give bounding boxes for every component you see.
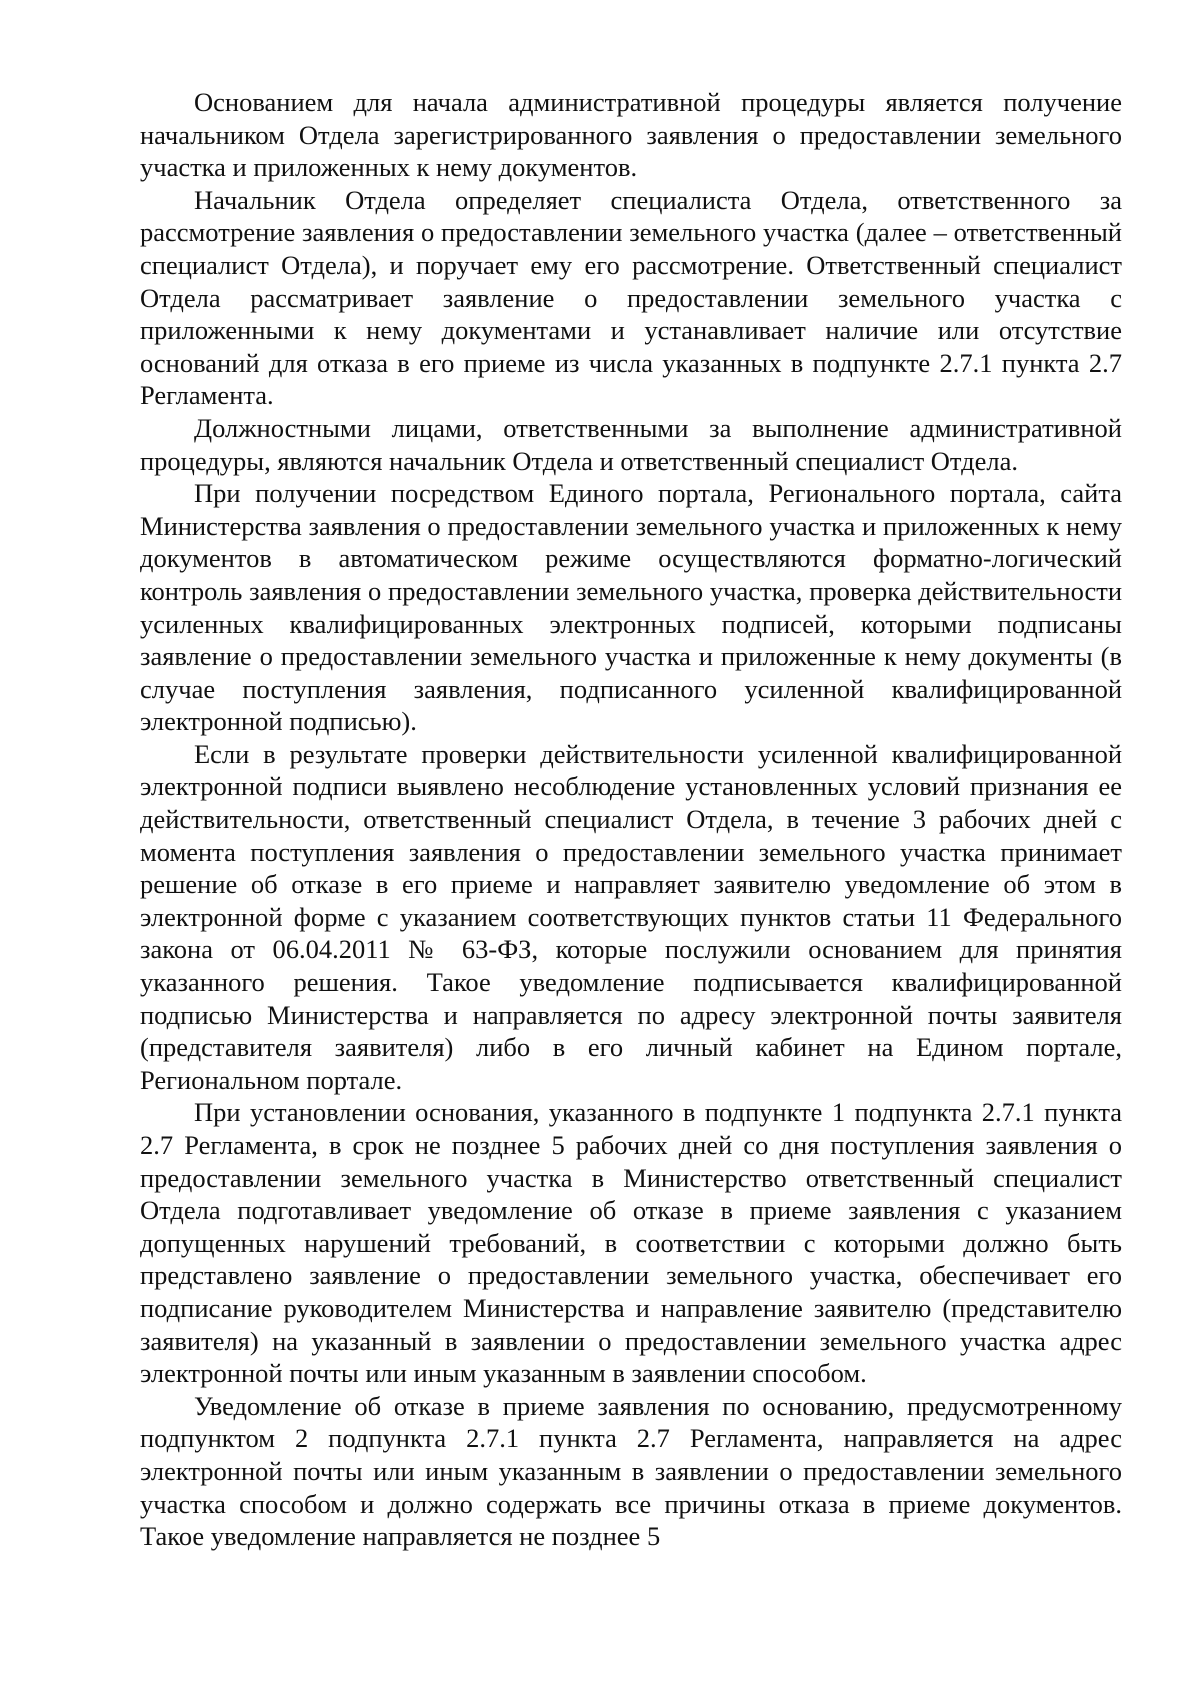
paragraph-automatic-control: При получении посредством Единого портала, Регионального портала, сайта Министерства заявления о предоставлении земельного участка и приложенных к нему документов в автоматическом режиме осуществляются форматно-логический контроль заявления о предоставлении земельного участка, проверка действительности усиленных квалифицированных электронных подписей, которыми подписаны заявление о предоставлении земельного участка и приложенные к нему документы (в случае поступления заявления, подписанного усиленной квалифицированной электронной подписью). xyxy=(140,478,1122,737)
paragraph-responsible-officials: Должностными лицами, ответственными за выполнение административной процедуры, являются начальник Отдела и ответственный специалист Отдела. xyxy=(140,412,1122,476)
paragraph-basis-for-procedure: Основанием для начала административной процедуры является получение начальником Отдела зарегистрированного заявления о предоставлении земельного участка и приложенных к нему документов. xyxy=(140,87,1122,183)
paragraph-refusal-ground-1: При установлении основания, указанного в подпункте 1 подпункта 2.7.1 пункта 2.7 Регламента, в срок не позднее 5 рабочих дней со дня поступления заявления о предоставлении земельного участка в Министерство ответственный специалист Отдела подготавливает уведомление об отказе в приеме заявления с указанием допущенных нарушений требований, в соответствии с которыми должно быть представлено заявление о предоставлении земельного участка, обеспечивает его подписание руководителем Министерства и направление заявителю (представителю заявителя) на указанный в заявлении о предоставлении земельного участка адрес электронной почты или иным указанным в заявлении способом. xyxy=(140,1097,1122,1389)
document-page xyxy=(140,86,1122,1553)
paragraph-responsible-specialist: Начальник Отдела определяет специалиста Отдела, ответственного за рассмотрение заявления о предоставлении земельного участка (далее – ответственный специалист Отдела), и поручает ему его рассмотрение. Ответственный специалист Отдела рассматривает заявление о предоставлении земельного участка с приложенными к нему документами и устанавливает наличие или отсутствие оснований для отказа в его приеме из числа указанных в подпункте 2.7.1 пункта 2.7 Регламента. xyxy=(140,184,1122,411)
paragraph-signature-check-failure: Если в результате проверки действительности усиленной квалифицированной электронной подписи выявлено несоблюдение установленных условий признания ее действительности, ответственный специалист Отдела, в течение 3 рабочих дней с момента поступления заявления о предоставлении земельного участка принимает решение об отказе в его приеме и направляет заявителю уведомление об этом в электронной форме с указанием соответствующих пунктов статьи 11 Федерального закона от 06.04.2011 № 63-ФЗ, которые послужили основанием для принятия указанного решения. Такое уведомление подписывается квалифицированной подписью Министерства и направляется по адресу электронной почты заявителя (представителя заявителя) либо в его личный кабинет на Едином портале, Региональном портале. xyxy=(140,738,1122,1095)
paragraph-refusal-ground-2: Уведомление об отказе в приеме заявления по основанию, предусмотренному подпунктом 2 подпункта 2.7.1 пункта 2.7 Регламента, направляется на адрес электронной почты или иным указанным в заявлении о предоставлении земельного участка способом и должно содержать все причины отказа в приеме документов. Такое уведомление направляется не позднее 5 xyxy=(140,1390,1122,1552)
